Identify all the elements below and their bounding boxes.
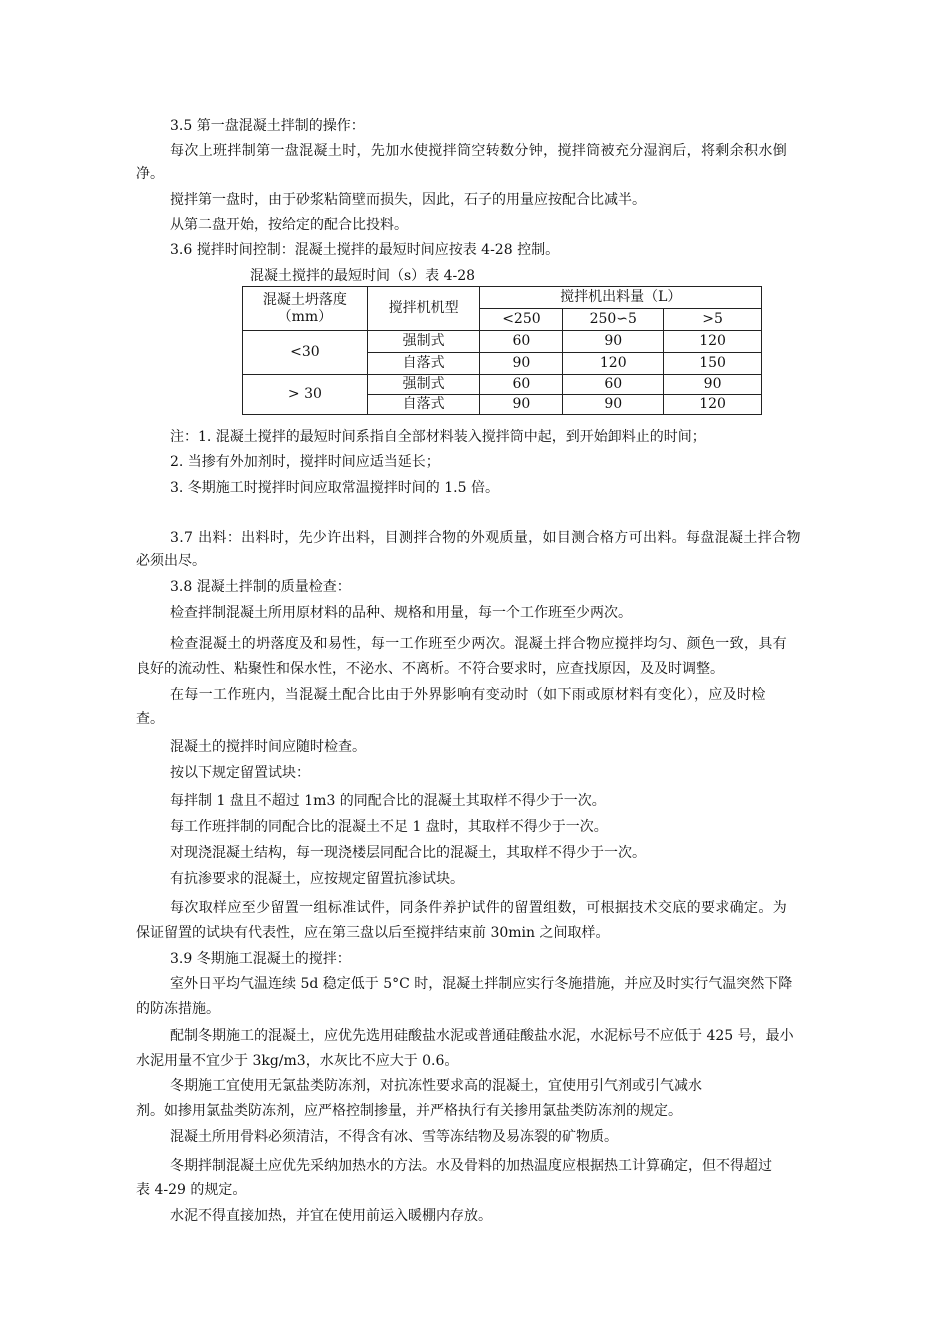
value-cell: 90 [664,375,762,395]
value-cell: 60 [480,375,563,395]
paragraph: 混凝土的搅拌时间应随时检查。 [170,739,366,755]
paragraph: 每工作班拌制的同配合比的混凝土不足 1 盘时，其取样不得少于一次。 [170,819,608,835]
paragraph: 检查拌制混凝土所用原材料的品种、规格和用量，每一个工作班至少两次。 [170,605,632,621]
paragraph-cont: 净。 [136,166,164,182]
paragraph: 按以下规定留置试块： [170,765,310,781]
value-cell: 60 [480,331,563,353]
paragraph-cont: 保证留置的试块有代表性，应在第三盘以后至搅拌结束前 30min 之间取样。 [136,925,610,941]
paragraph: 对现浇混凝土结构，每一现浇楼层同配合比的混凝土，其取样不得少于一次。 [170,845,646,861]
paragraph-cont: 查。 [136,711,164,727]
paragraph: 有抗渗要求的混凝土，应按规定留置抗渗试块。 [170,871,464,887]
heading-3-6: 3.6 搅拌时间控制：混凝土搅拌的最短时间应按表 4-28 控制。 [170,242,560,258]
paragraph-cont: 表 4-29 的规定。 [136,1182,247,1198]
paragraph: 配制冬期施工的混凝土，应优先选用硅酸盐水泥或普通硅酸盐水泥，水泥标号不应低于 425 号，最小 [170,1028,794,1044]
note: 3. 冬期施工时搅拌时间应取常温搅拌时间的 1.5 倍。 [170,480,499,496]
heading-3-8: 3.8 混凝土拌制的质量检查： [170,579,351,595]
paragraph: 冬期拌制混凝土应优先采纳加热水的方法。水及骨料的加热温度应根据热工计算确定，但不得超过 [170,1158,772,1174]
header-output: 搅拌机出料量（L） [480,287,762,309]
type-cell: 强制式 [367,375,480,395]
paragraph: 水泥不得直接加热，并宜在使用前运入暖棚内存放。 [170,1208,492,1224]
paragraph: 每次上班拌制第一盘混凝土时，先加水使搅拌筒空转数分钟，搅拌筒被充分湿润后，将剩余积水倒 [170,143,788,159]
value-cell: 120 [664,395,762,415]
subheader-cell: 250∽5 [563,309,664,331]
paragraph: 每拌制 1 盘且不超过 1m3 的同配合比的混凝土其取样不得少于一次。 [170,793,606,809]
note: 2. 当掺有外加剂时，搅拌时间应适当延长； [170,454,440,470]
value-cell: 90 [563,395,664,415]
value-cell: 120 [664,331,762,353]
header-slump-line2: （mm） [277,308,333,325]
paragraph: 从第二盘开始，按给定的配合比投料。 [170,217,408,233]
paragraph: 在每一工作班内，当混凝土配合比由于外界影响有变动时（如下雨或原材料有变化），应及时检 [170,687,766,703]
paragraph: 3.7 出料：出料时，先少许出料，目测拌合物的外观质量，如目测合格方可出料。每盘混凝土拌合物 [170,530,801,546]
value-cell: 150 [664,353,762,375]
value-cell: 90 [563,331,664,353]
paragraph-cont: 必须出尽。 [136,553,206,569]
note: 注：1. 混凝土搅拌的最短时间系指自全部材料装入搅拌筒中起，到开始卸料止的时间； [170,429,706,445]
paragraph: 室外日平均气温连续 5d 稳定低于 5°C 时，混凝土拌制应实行冬施措施，并应及时实行气温突然下降 [170,976,793,992]
table-caption: 混凝土搅拌的最短时间（s）表 4-28 [250,268,476,284]
paragraph: 检查混凝土的坍落度及和易性，每一工作班至少两次。混凝土拌合物应搅拌均匀、颜色一致，具有 [170,636,788,652]
value-cell: 90 [480,395,563,415]
heading-3-5: 3.5 第一盘混凝土拌制的操作： [170,118,365,134]
header-mixer-type: 搅拌机机型 [367,287,480,331]
paragraph: 冬期施工宜使用无氯盐类防冻剂，对抗冻性要求高的混凝土，宜使用引气剂或引气减水 [170,1078,702,1094]
paragraph-cont: 水泥用量不宜少于 3kg/m3，水灰比不应大于 0.6。 [136,1053,459,1069]
heading-3-9: 3.9 冬期施工混凝土的搅拌： [170,951,351,967]
type-cell: 自落式 [367,395,480,415]
value-cell: 120 [563,353,664,375]
paragraph-cont: 的防冻措施。 [136,1001,220,1017]
subheader-cell: >5 [664,309,762,331]
paragraph-cont: 良好的流动性、粘聚性和保水性，不泌水、不离析。不符合要求时，应查找原因，及及时调整。 [136,661,724,677]
paragraph-cont: 剂。如掺用氯盐类防冻剂，应严格控制掺量，并严格执行有关掺用氯盐类防冻剂的规定。 [136,1103,682,1119]
value-cell: 60 [563,375,664,395]
table-row [243,375,762,395]
table-row [243,331,762,353]
type-cell: 强制式 [367,331,480,353]
subheader-cell: <250 [480,309,563,331]
header-slump-line1: 混凝土坍落度 [262,291,347,308]
slump-cell: <30 [243,331,368,375]
paragraph: 搅拌第一盘时，由于砂浆粘筒壁而损失，因此，石子的用量应按配合比减半。 [170,192,646,208]
header-slump [243,287,368,331]
paragraph: 每次取样应至少留置一组标准试件，同条件养护试件的留置组数，可根据技术交底的要求确定。为 [170,900,788,916]
mixing-time-table [242,286,762,415]
type-cell: 自落式 [367,353,480,375]
value-cell: 90 [480,353,563,375]
slump-cell: > 30 [243,375,368,415]
paragraph: 混凝土所用骨料必须清洁，不得含有冰、雪等冻结物及易冻裂的矿物质。 [170,1129,618,1145]
